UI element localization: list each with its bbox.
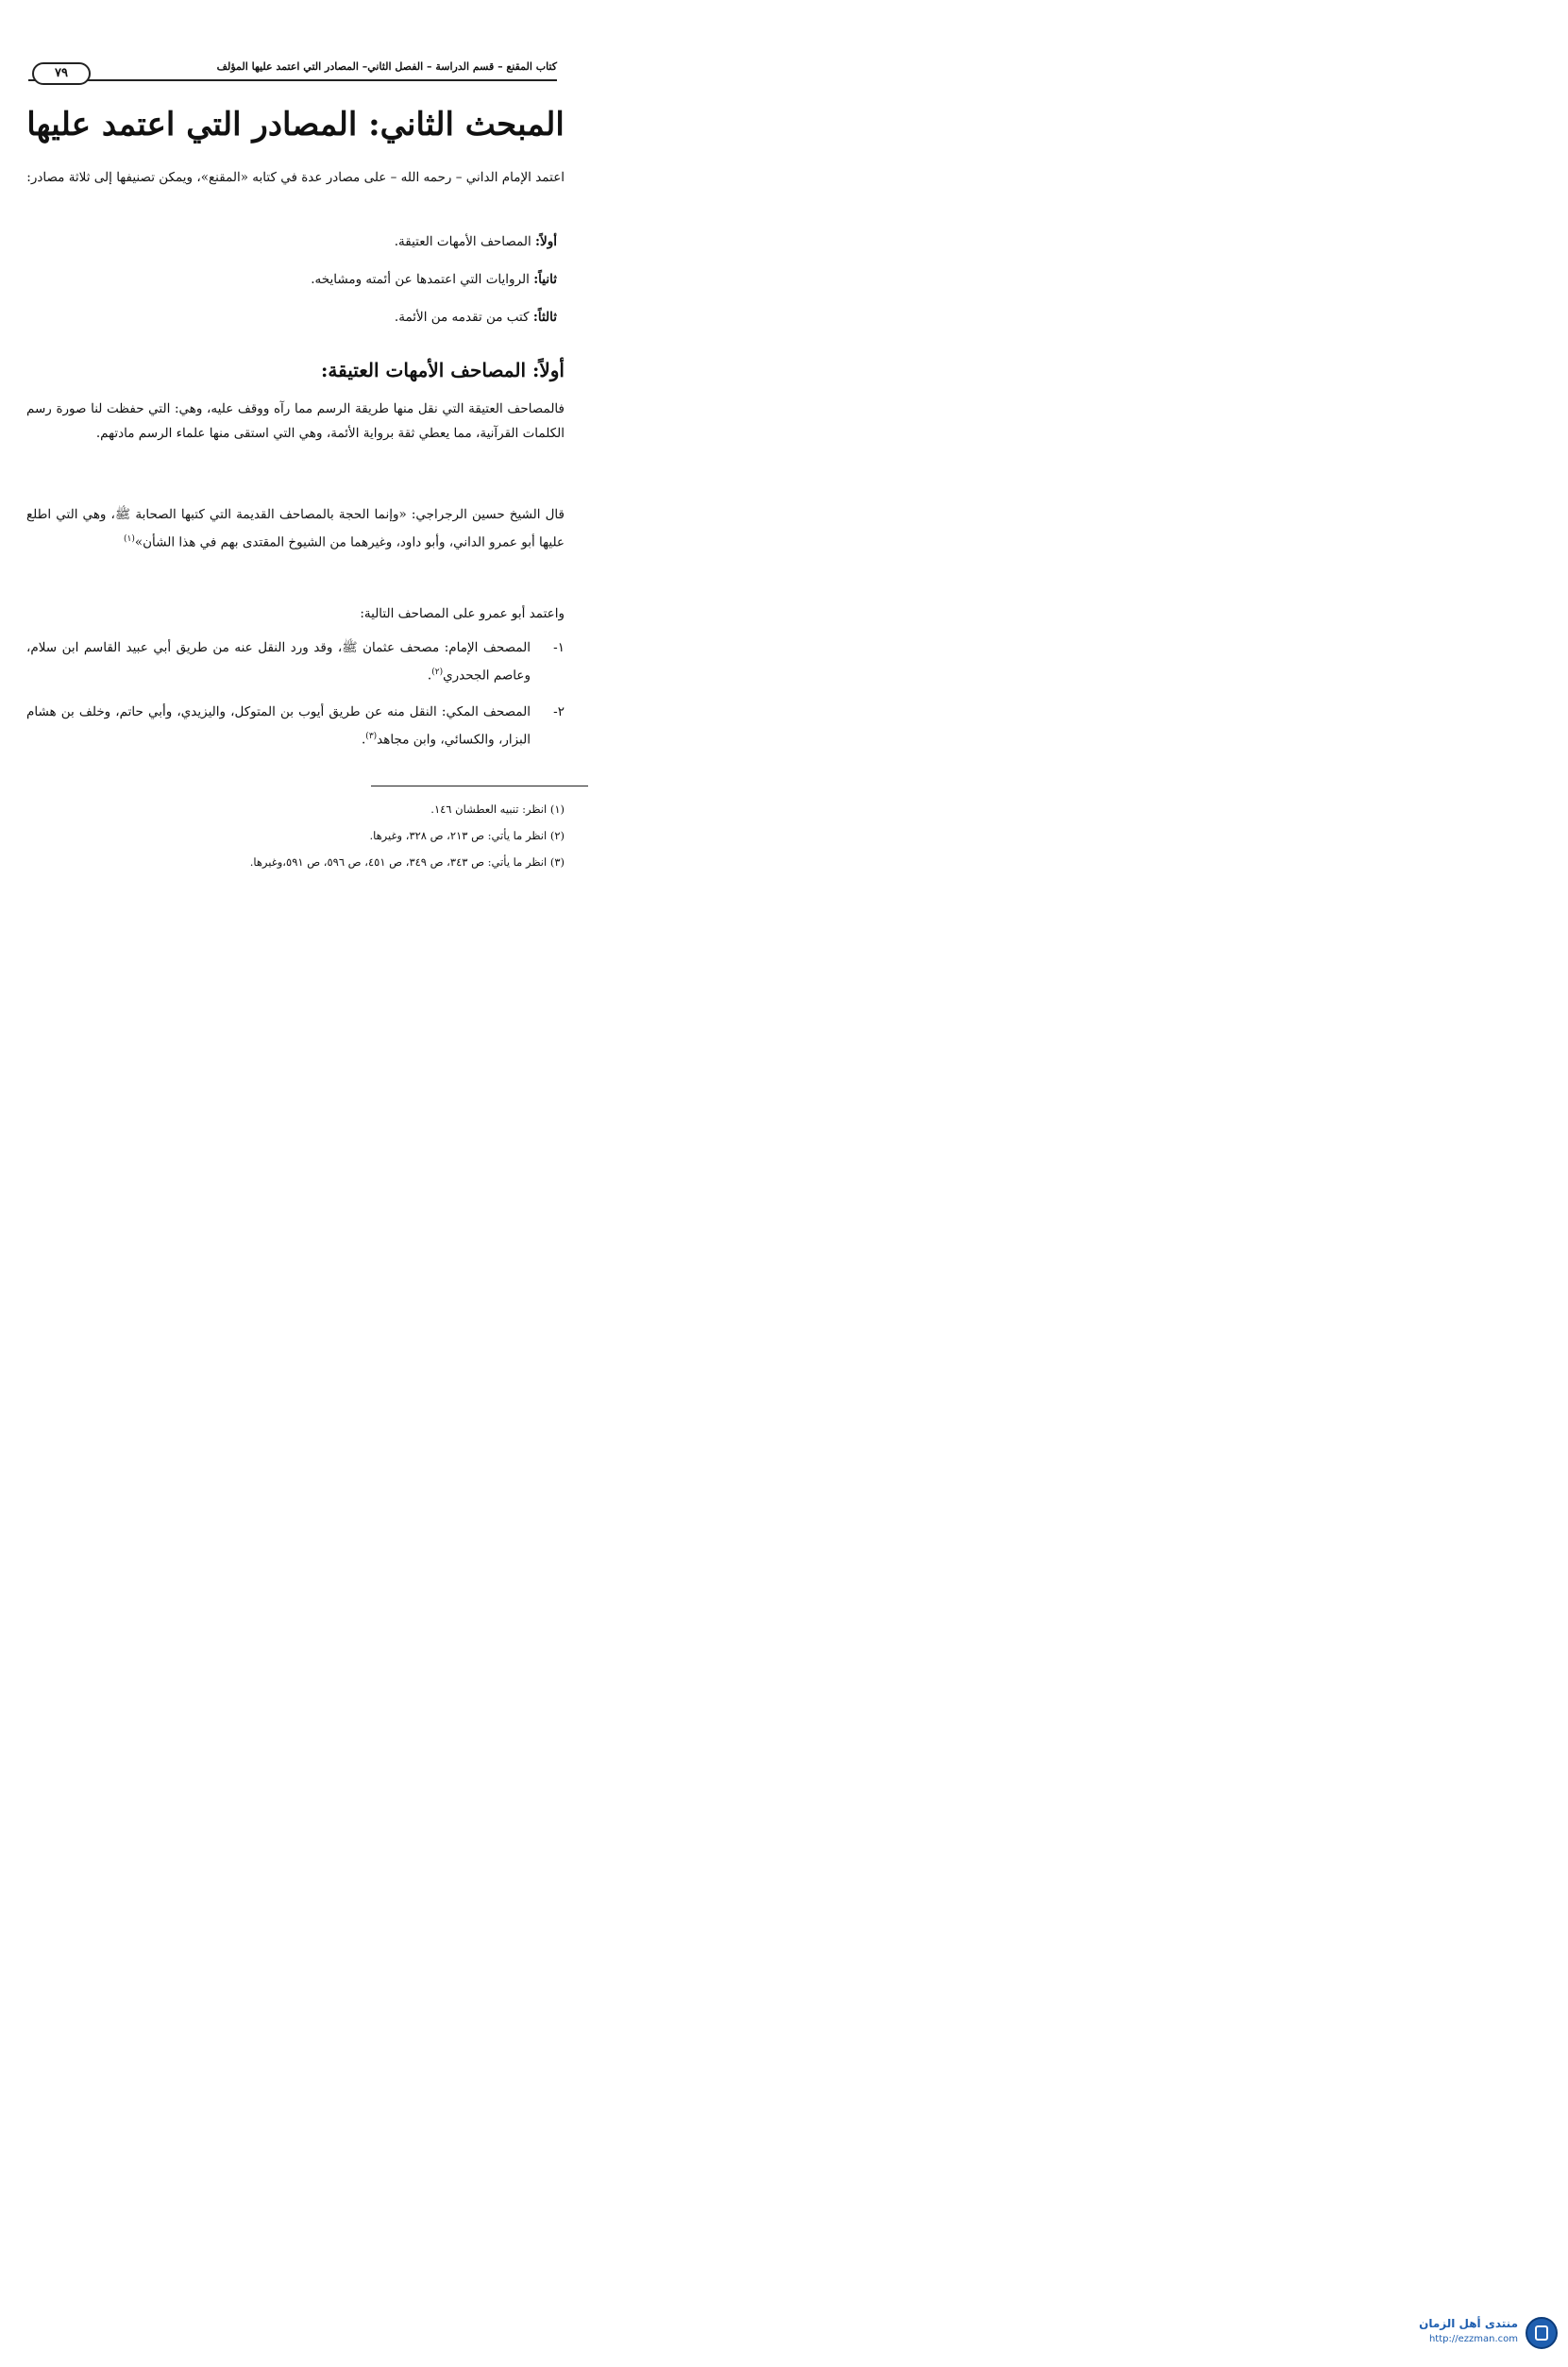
item-text: الروايات التي اعتمدها عن أئمته ومشايخه. [311,272,530,287]
footnotes [26,796,565,875]
item-label: ثانياً: [533,272,557,287]
paragraph: فالمصاحف العتيقة التي نقل منها طريقة الرسم مما رآه ووقف عليه، وهي: التي حفظت لنا صورة رسم الكلمات القرآنية، مما يعطي ثقة برواية الأئمة، وهي التي استقى منها علماء الرسم مادتهم. [26,401,565,441]
quote-paragraph [26,502,565,555]
footnote-ref: (٣) [365,731,378,741]
item-number: ١- [553,640,565,655]
item-number: ٢- [553,703,565,719]
item-text [26,700,531,752]
footnote: (٣) انظر ما يأتي: ص ٣٤٣، ص ٣٤٩، ص ٤٥١، ص ٥٩٦، ص ٥٩١،وغيرها. [249,855,565,869]
paragraph: واعتمد أبو عمرو على المصاحف التالية: [360,606,565,621]
sources-list [26,229,557,343]
item-end: . [427,668,432,684]
running-title: كتاب المقنع – قسم الدراسة – الفصل الثاني– المصادر التي اعتمد عليها المؤلف [216,60,557,73]
text-column [26,0,565,869]
list-item [26,305,557,330]
item-text [26,635,531,688]
list-item [26,229,557,254]
item-text: المصاحف الأمهات العتيقة. [394,234,531,249]
item-body: المصحف الإمام: مصحف عثمان ﷺ، وقد ورد النقل عنه من طريق أبي عبيد القاسم ابن سلام، وعاصم الجحدري [26,640,531,684]
item-label: أولاً: [535,234,557,249]
footnote: (٢) انظر ما يأتي: ص ٢١٣، ص ٣٢٨، وغيرها. [369,829,565,842]
quote-text: قال الشيخ حسين الرجراجي: «وإنما الحجة بالمصاحف القديمة التي كتبها الصحابة ﷺ، وهي التي اطلع عليها أبو عمرو الداني، وأبو داود، وغيرهما من الشيوخ المقتدى بهم في هذا الشأن» [26,507,565,550]
list-item [26,700,565,752]
item-label: ثالثاً: [532,310,557,325]
item-text: كتب من تقدمه من الأئمة. [394,310,530,325]
forum-logo-icon [1526,2317,1558,2349]
page-number: ٧٩ [32,62,91,85]
footnote: (١) انظر: تنبيه العطشان ١٤٦. [430,803,565,816]
list-item [26,635,565,688]
forum-watermark [1378,2313,1558,2360]
mushaf-list [26,635,565,763]
section-heading: أولاً: المصاحف الأمهات العتيقة: [320,359,565,381]
footnote-ref: (١) [124,534,135,544]
watermark-url: http://ezzman.com [1428,2334,1518,2344]
intro-paragraph: اعتمد الإمام الداني – رحمه الله – على مصادر عدة في كتابه «المقنع»، ويمكن تصنيفها إلى ثلاثة مصادر: [26,170,565,185]
chapter-title: المبحث الثاني: المصادر التي اعتمد عليها [26,106,565,144]
item-end: . [362,732,366,747]
list-item [26,267,557,292]
footnote-ref: (٢) [431,668,444,677]
watermark-title: منتدى أهل الزمان [1419,2317,1518,2330]
item-body: المصحف المكي: النقل منه عن طريق أيوب بن المتوكل، واليزيدي، وأبي حاتم، وخلف بن هشام البزار، والكسائي، وابن مجاهد [26,703,531,747]
